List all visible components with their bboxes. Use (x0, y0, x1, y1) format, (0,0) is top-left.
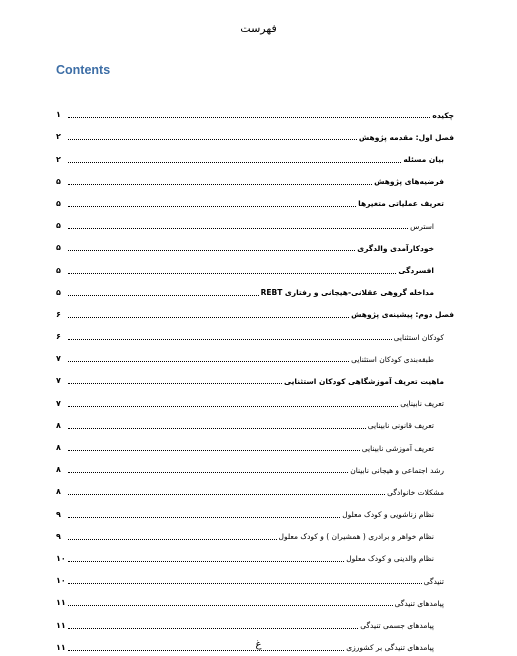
toc-entry[interactable] (56, 276, 454, 298)
toc-entry[interactable] (56, 409, 454, 431)
dot-leader (68, 162, 401, 163)
dot-leader (68, 472, 348, 473)
toc-entry-label: پیامدهای جسمی تنیدگی (360, 621, 434, 630)
toc-entry[interactable] (56, 475, 454, 497)
toc-entry[interactable] (56, 98, 454, 120)
dot-leader (68, 117, 430, 118)
dot-leader (68, 184, 372, 185)
toc-entry-label: رشد اجتماعی و هیجانی نابینان (350, 465, 444, 475)
toc-entry-page: ۱۰ (56, 553, 66, 563)
dot-leader (68, 317, 349, 318)
toc-entry[interactable] (56, 608, 454, 630)
contents-title: Contents (56, 63, 111, 77)
toc-entry-label: مداخله گروهی عقلانی-هیجانی و رفتاری REBT (260, 288, 434, 298)
toc-entry-label: تعریف نابینایی (400, 399, 444, 409)
toc-entry-page: ۵ (56, 176, 61, 186)
dot-leader (68, 273, 396, 274)
toc-entry-page: ۱ (56, 110, 61, 120)
toc-entry-page: ۷ (56, 398, 61, 408)
page-heading: فهرست (240, 22, 277, 35)
toc-entry[interactable] (56, 253, 454, 275)
toc-entry-page: ۱۱ (56, 598, 66, 608)
toc-entry-page: ۱۱ (56, 642, 66, 652)
toc-entry-page: ۵ (56, 221, 61, 231)
toc-entry-page: ۷ (56, 376, 61, 386)
toc-entry-label: نظام زناشویی و کودک معلول (342, 510, 434, 520)
toc-entry-label: طبقه‌بندی کودکان استثنایی (351, 354, 434, 364)
toc-entry[interactable] (56, 497, 454, 519)
dot-leader (68, 561, 344, 562)
toc-entry-label: تعریف قانونی نابینایی (367, 421, 434, 431)
toc-entry[interactable] (56, 564, 454, 586)
toc-entry[interactable] (56, 231, 454, 253)
dot-leader (68, 339, 392, 340)
toc-entry-label: مشکلات خانوادگی (387, 487, 444, 497)
dot-leader (68, 539, 277, 540)
toc-entry-label: خودکارآمدی والدگری (357, 243, 434, 253)
dot-leader (68, 428, 366, 429)
toc-entry-label: کودکان استثنایی (393, 332, 444, 342)
toc-entry[interactable] (56, 542, 454, 564)
toc-entry[interactable] (56, 142, 454, 164)
dot-leader (68, 206, 356, 207)
dot-leader (68, 494, 385, 495)
toc-entry-page: ۶ (56, 309, 61, 319)
toc-entry-page: ۱۱ (56, 620, 66, 630)
toc-entry-page: ۷ (56, 354, 61, 364)
toc-entry[interactable] (56, 431, 454, 453)
dot-leader (68, 250, 355, 251)
toc-entry-page: ۸ (56, 420, 61, 430)
toc-entry-page: ۵ (56, 198, 61, 208)
dot-leader (68, 383, 282, 384)
toc-entry[interactable] (56, 586, 454, 608)
dot-leader (68, 361, 349, 362)
toc-entry[interactable] (56, 453, 454, 475)
toc-entry[interactable] (56, 342, 454, 364)
toc-entry-label: پیامدهای تنیدگی بر کشورزی (346, 643, 434, 653)
toc-entry[interactable] (56, 386, 454, 408)
toc-entry-label: تعریف عملیاتی متغیرها (358, 199, 444, 209)
toc-entry-label: پیامدهای تنیدگی (394, 598, 444, 608)
dot-leader (68, 406, 398, 407)
dot-leader (68, 605, 393, 606)
toc-entry-label: تعریف آموزشی نابینایی (361, 443, 434, 453)
dot-leader (68, 139, 357, 140)
toc-entry-label: نظام والدینی و کودک معلول (346, 554, 434, 564)
toc-entry[interactable] (56, 120, 454, 142)
toc-entry-page: ۲ (56, 132, 61, 142)
dot-leader (68, 583, 422, 584)
toc-entry-page: ۵ (56, 265, 61, 275)
toc-entry-label: استرس (410, 221, 434, 231)
toc-entry[interactable] (56, 320, 454, 342)
toc-entry-label: نظام خواهر و برادری ( همشیران ) و کودک معلول (278, 532, 434, 542)
dot-leader (68, 295, 259, 296)
page-number: غ (255, 639, 262, 650)
dot-leader (68, 450, 360, 451)
dot-leader (68, 628, 358, 629)
toc-entry-label: تنیدگی (423, 576, 444, 586)
toc-entry[interactable] (56, 165, 454, 187)
toc-entry-page: ۸ (56, 487, 61, 497)
toc-entry-page: ۹ (56, 531, 61, 541)
toc-entry-page: ۲ (56, 154, 61, 164)
toc-entry-label: ماهیت تعریف آموزشگاهی کودکان استثنایی (284, 376, 444, 386)
dot-leader (68, 228, 408, 229)
toc-entry[interactable] (56, 364, 454, 386)
toc-entry-page: ۶ (56, 332, 61, 342)
toc-entry-page: ۸ (56, 443, 61, 452)
toc-entry-page: ۱۰ (56, 576, 66, 586)
toc-entry-label: افسردگی (398, 266, 434, 275)
toc-entry-page: ۸ (56, 465, 61, 475)
toc-entry[interactable] (56, 520, 454, 542)
toc-entry-label: فصل دوم: پیشینه‌ی پژوهش (351, 310, 454, 320)
toc-entry[interactable] (56, 298, 454, 320)
toc-entry-label: چکیده (432, 110, 454, 120)
toc-entry-page: ۵ (56, 243, 61, 253)
toc-entry[interactable] (56, 187, 454, 209)
toc-entry[interactable] (56, 209, 454, 231)
toc-entry-page: ۹ (56, 509, 61, 519)
toc-entry-label: بیان مسئله (403, 155, 444, 165)
dot-leader (68, 517, 340, 518)
toc-entry-page: ۵ (56, 287, 61, 297)
toc-entry-label: فصل اول: مقدمه پژوهش (358, 132, 454, 142)
table-of-contents (56, 98, 454, 653)
toc-entry-label: فرضیه‌های پژوهش (374, 177, 444, 187)
